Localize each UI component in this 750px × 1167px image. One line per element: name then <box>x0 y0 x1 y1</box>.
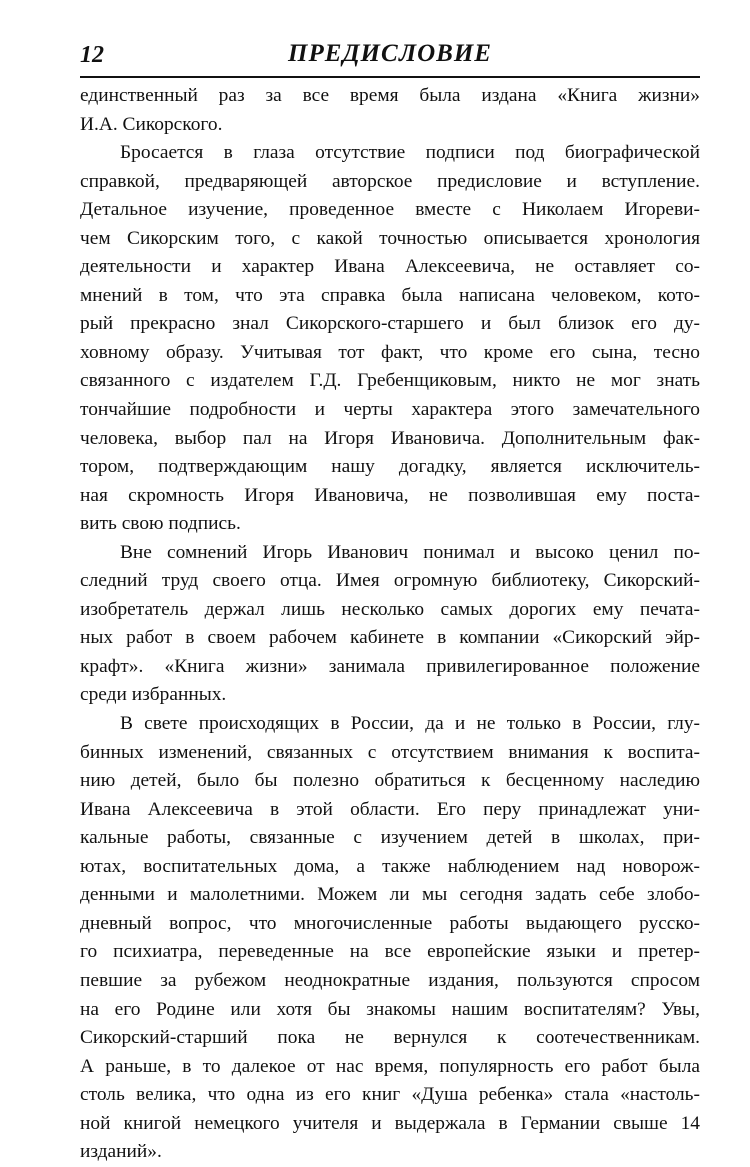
text-line: денными и малолетними. Можем ли мы сегодня задать себе злобо- <box>80 884 700 906</box>
text-line: чем Сикорским того, с какой точностью описывается хронология <box>80 227 700 249</box>
text-line: крафт». «Книга жизни» занимала привилегированное положение <box>80 655 700 677</box>
text-line: И.А. Сикорского. <box>80 113 223 135</box>
text-line: тончайшие подробности и черты характера этого замечательного <box>80 399 700 421</box>
running-header <box>80 40 700 78</box>
section-title: ПРЕДИСЛОВИЕ <box>288 40 492 67</box>
text-line: певшие за рубежом неоднократные издания, пользуются спросом <box>80 969 700 991</box>
text-line: вить свою подпись. <box>80 513 241 535</box>
text-line: Ивана Алексеевича в этой области. Его перу принадлежат уни- <box>80 798 700 820</box>
text-line: рый прекрасно знал Сикорского-старшего и был близок его ду- <box>80 313 700 335</box>
text-line: справкой, предваряющей авторское предисловие и вступление. <box>80 170 700 192</box>
text-line: деятельности и характер Ивана Алексеевича, не оставляет со- <box>80 256 700 278</box>
text-line: дневный вопрос, что многочисленные работы выдающего русско- <box>80 912 700 934</box>
text-line: В свете происходящих в России, да и не только в России, глу- <box>120 713 700 735</box>
text-line: нию детей, было бы полезно обратиться к бесценному наследию <box>80 770 700 792</box>
text-line: столь велика, что одна из его книг «Душа ребенка» стала «настоль- <box>80 1084 700 1106</box>
text-line: ная скромность Игоря Ивановича, не позволившая ему поста- <box>80 484 700 506</box>
body-text <box>80 82 700 1167</box>
text-line: среди избранных. <box>80 684 227 706</box>
text-line: тором, подтверждающим нашу догадку, является исключитель- <box>80 456 700 478</box>
text-line: изобретатель держал лишь несколько самых дорогих ему печата- <box>80 598 700 620</box>
text-line: Бросается в глаза отсутствие подписи под биографической <box>120 142 700 164</box>
text-line: А раньше, в то далекое от нас время, популярность его работ была <box>80 1055 700 1077</box>
text-line: ных работ в своем рабочем кабинете в компании «Сикорский эйр- <box>80 627 700 649</box>
text-line: кальные работы, связанные с изучением детей в школах, при- <box>80 827 700 849</box>
text-line: го психиатра, переведенные на все европейские языки и претер- <box>80 941 700 963</box>
text-line: Детальное изучение, проведенное вместе с Николаем Игореви- <box>80 199 700 221</box>
text-line: мнений в том, что эта справка была написана человеком, кото- <box>80 284 700 306</box>
text-line: связанного с издателем Г.Д. Гребенщиковым, никто не мог знать <box>80 370 700 392</box>
text-line: ной книгой немецкого учителя и выдержала в Германии свыше 14 <box>80 1112 700 1134</box>
text-line: ховному образу. Учитывая тот факт, что кроме его сына, тесно <box>80 341 700 363</box>
text-line: Сикорский-старший пока не вернулся к соотечественникам. <box>80 1027 700 1049</box>
text-line: человека, выбор пал на Игоря Ивановича. Дополнительным фак- <box>80 427 700 449</box>
page-number: 12 <box>80 42 104 68</box>
text-line: бинных изменений, связанных с отсутствием внимания к воспита- <box>80 741 700 763</box>
text-line: ютах, воспитательных дома, а также наблюдением над новорож- <box>80 855 700 877</box>
text-line: следний труд своего отца. Имея огромную библиотеку, Сикорский- <box>80 570 700 592</box>
text-line: изданий». <box>80 1141 162 1163</box>
book-page <box>80 40 700 1167</box>
text-line: на его Родине или хотя бы знакомы нашим воспитателям? Увы, <box>80 998 700 1020</box>
text-line: единственный раз за все время была издана «Книга жизни» <box>80 85 700 106</box>
text-line: Вне сомнений Игорь Иванович понимал и высоко ценил по- <box>120 541 700 563</box>
